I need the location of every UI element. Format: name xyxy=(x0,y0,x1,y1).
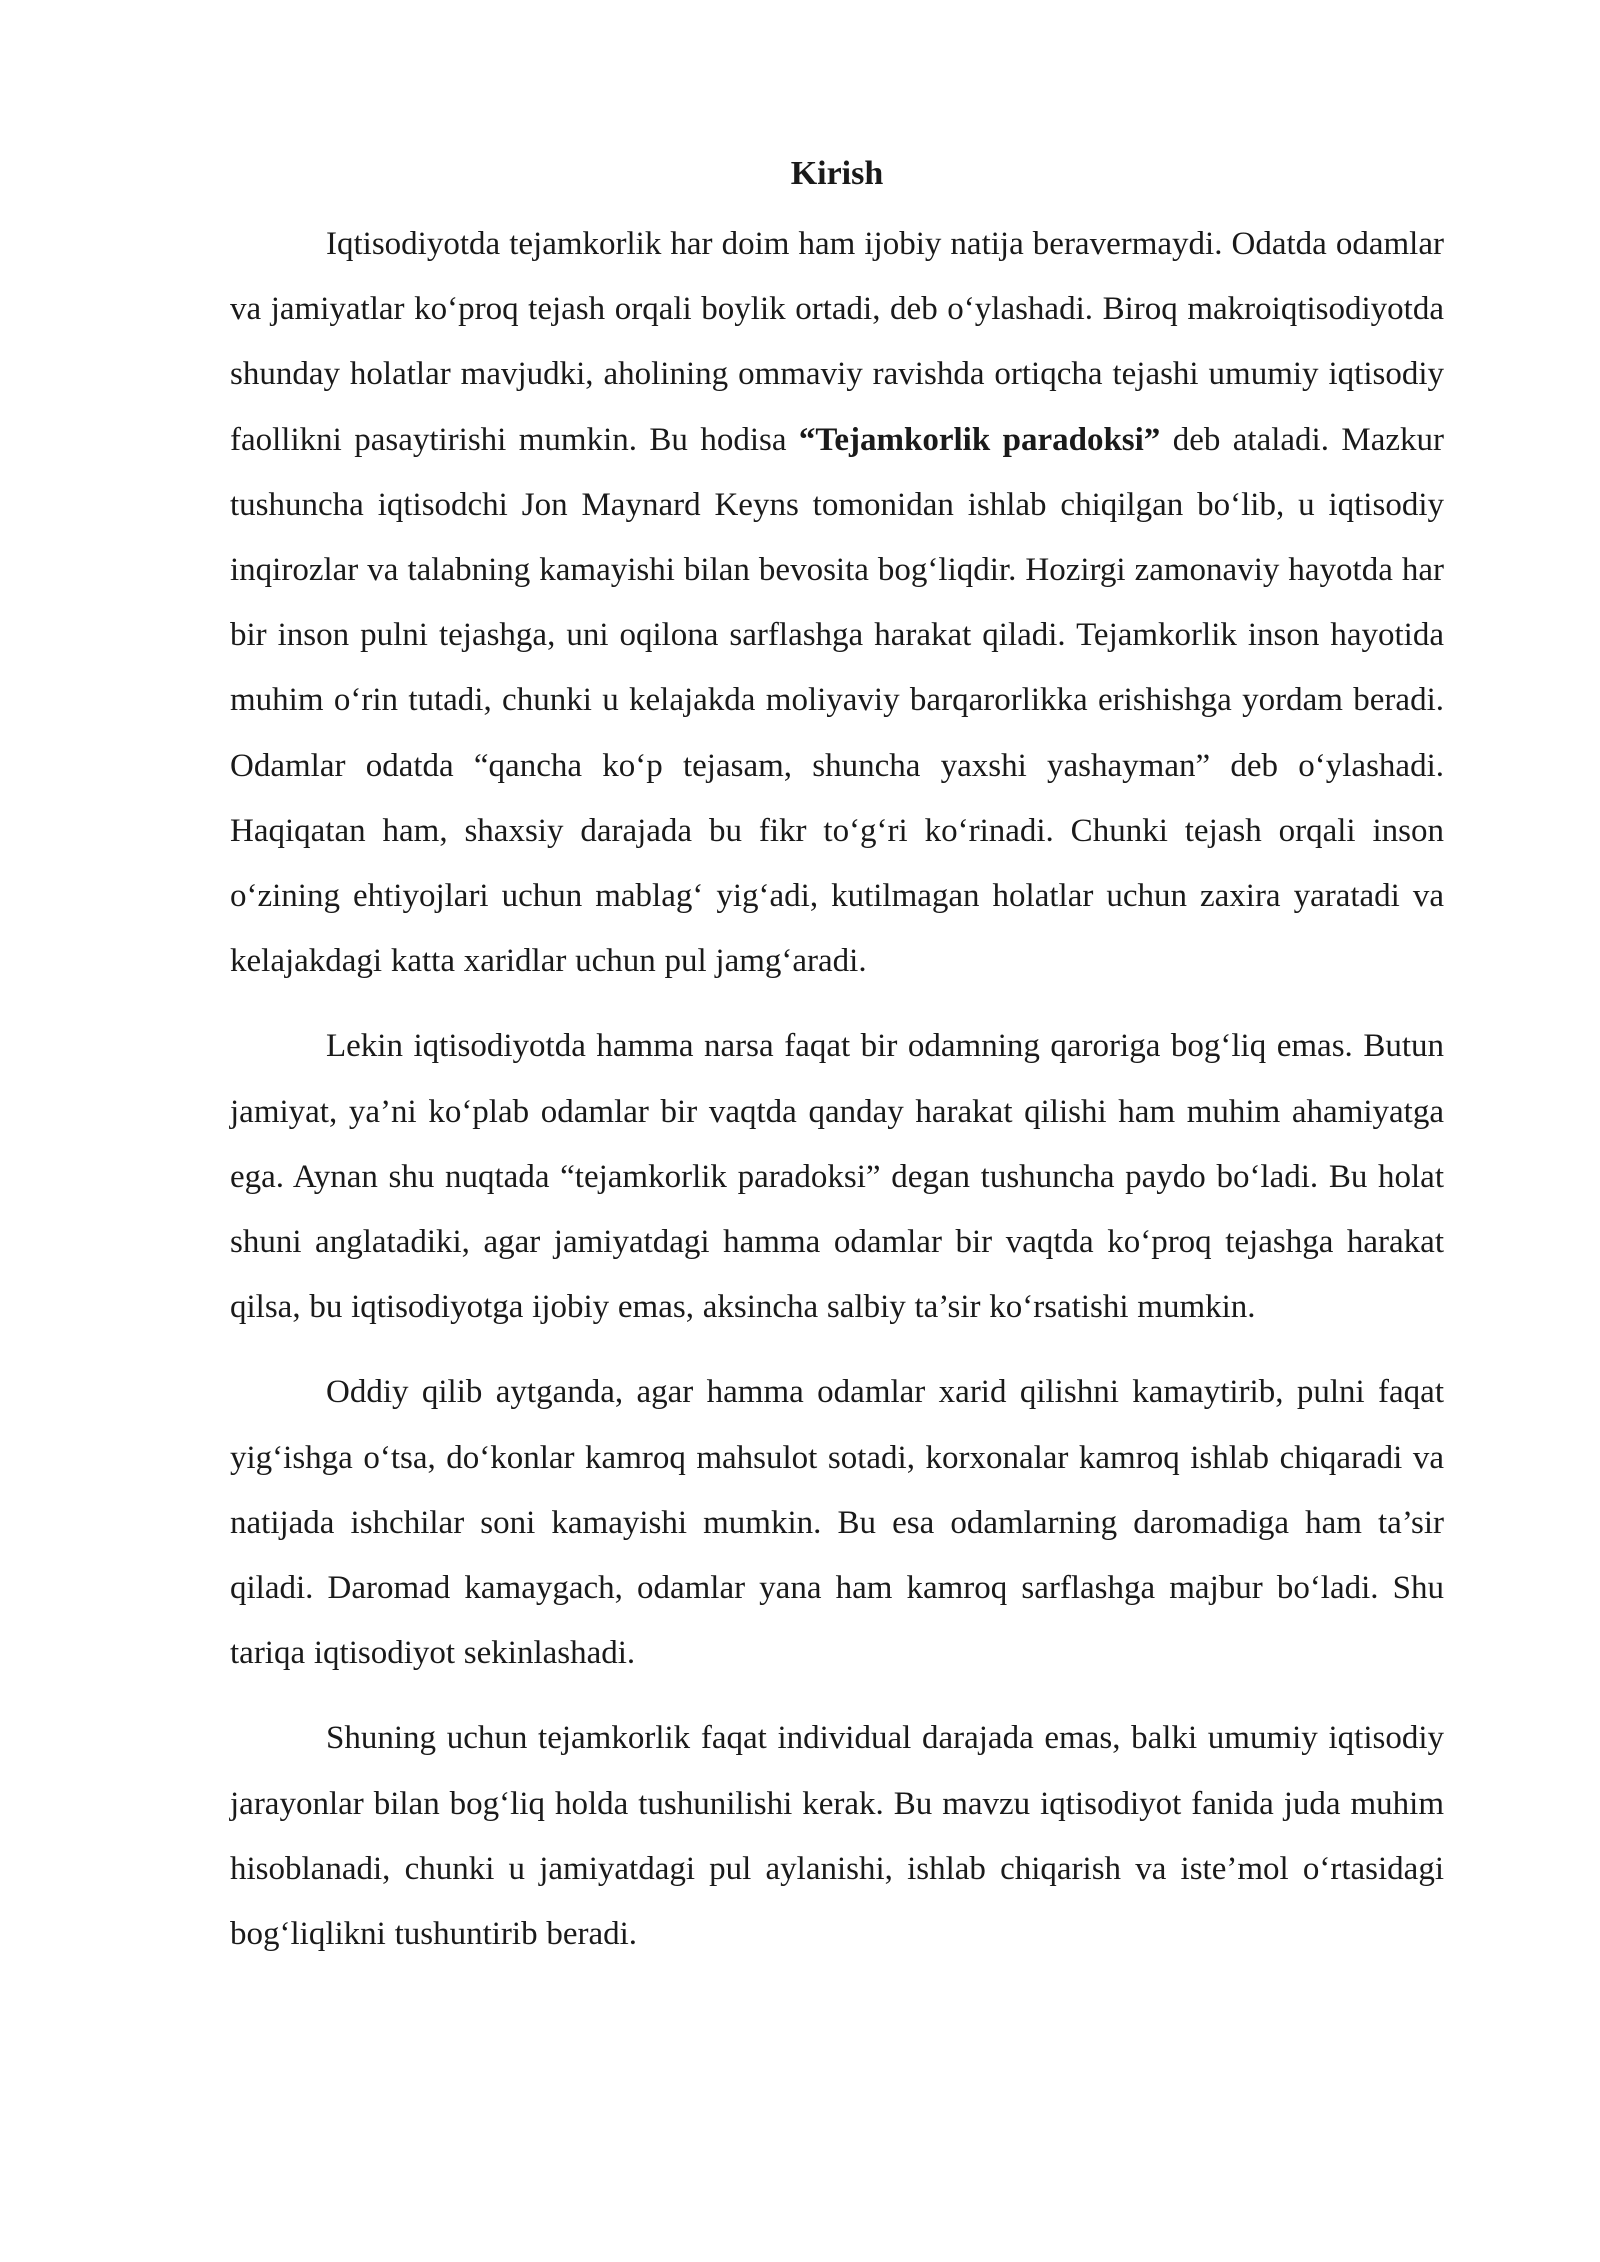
paragraph-1-term: “Tejamkorlik paradoksi” xyxy=(798,421,1161,458)
paragraph-1-lead: Iqtisodiyotda tejamkorlik har doim ham ijobiy natija beravermaydi. Odatda odamlar va jamiyatlar ko‘proq tejash orqali boylik ortadi, deb o‘ylashadi. Biroq makroiqtisodiyotda shunday holatlar mavjudki, aholining ommaviy ravishda ortiqcha tejashi umumiy iqtisodiy faollikni pasaytirishi mumkin. Bu hodisa xyxy=(230,226,1444,458)
paragraph-3: Oddiy qilib aytganda, agar hamma odamlar xarid qilishni kamaytirib, pulni faqat yig‘ishga o‘tsa, do‘konlar kamroq mahsulot sotadi, korxonalar kamroq ishlab chiqaradi va natijada ishchilar soni kamayishi mumkin. Bu esa odamlarning daromadiga ham ta’sir qiladi. Daromad kamaygach, odamlar yana ham kamroq sarflashga majbur bo‘ladi. Shu tariqa iqtisodiyot sekinlashadi. xyxy=(230,1374,1444,1672)
paragraph-4: Shuning uchun tejamkorlik faqat individual darajada emas, balki umumiy iqtisodiy jarayonlar bilan bog‘liq holda tushunilishi kerak. Bu mavzu iqtisodiyot fanida juda muhim hisoblanadi, chunki u jamiyatdagi pul aylanishi, ishlab chiqarish va iste’mol o‘rtasidagi bog‘liqlikni tushuntirib beradi. xyxy=(230,1720,1444,1953)
paragraph-2: Lekin iqtisodiyotda hamma narsa faqat bir odamning qaroriga bog‘liq emas. Butun jamiyat, ya’ni ko‘plab odamlar bir vaqtda qanday harakat qilishi ham muhim ahamiyatga ega. Aynan shu nuqtada “tejamkorlik paradoksi” degan tushuncha paydo bo‘ladi. Bu holat shuni anglatadiki, agar jamiyatdagi hamma odamlar bir vaqtda ko‘proq tejashga harakat qilsa, bu iqtisodiyotga ijobiy emas, aksincha salbiy ta’sir ko‘rsatishi mumkin. xyxy=(230,1028,1444,1326)
paragraph-1-rest: deb ataladi. Mazkur tushuncha iqtisodchi Jon Maynard Keyns tomonidan ishlab chiqilgan bo‘lib, u iqtisodiy inqirozlar va talabning kamayishi bilan bevosita bog‘liqdir. Hozirgi zamonaviy hayotda har bir inson pulni tejashga, uni oqilona sarflashga harakat qiladi. Tejamkorlik inson hayotida muhim o‘rin tutadi, chunki u kelajakda moliyaviy barqarorlikka erishishga yordam beradi. Odamlar odatda “qancha ko‘p tejasam, shuncha yaxshi yashayman” deb o‘ylashadi. Haqiqatan ham, shaxsiy darajada bu fikr to‘g‘ri ko‘rinadi. Chunki tejash orqali inson o‘zining ehtiyojlari uchun mablag‘ yig‘adi, kutilmagan holatlar uchun zaxira yaratadi va kelajakdagi katta xaridlar uchun pul jamg‘aradi. xyxy=(230,421,1444,980)
page-title: Kirish xyxy=(790,155,884,192)
paragraph-1 xyxy=(230,212,1444,994)
